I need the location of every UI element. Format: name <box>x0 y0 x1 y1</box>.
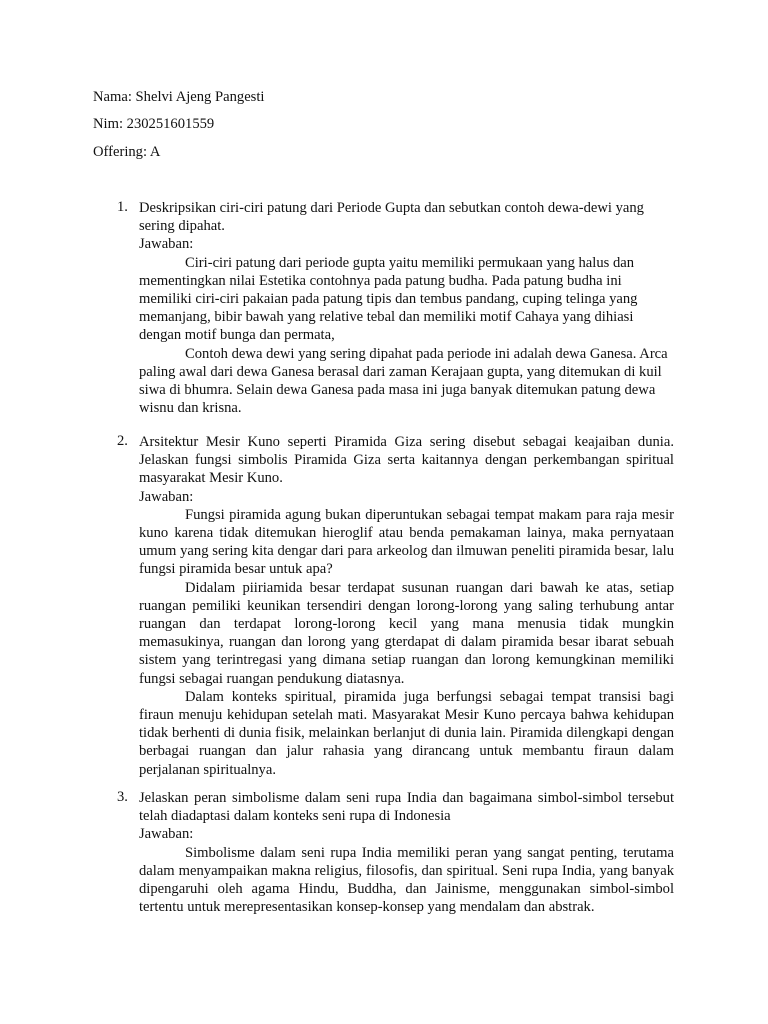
answer-label: Jawaban: <box>139 236 194 253</box>
answer-paragraph: Ciri-ciri patung dari periode gupta yaitu memiliki permukaan yang halus dan mementingkan nilai Estetika contohnya pada patung budha. Pada patung budha ini memiliki ciri-ciri pakaian pada patung tipis dan tembus pandang, cuping telinga yang memanjang, bibir bawah yang relative tebal dan memiliki motif Cahaya yang dihiasi dengan motif bunga dan permata, <box>139 254 638 344</box>
question-text: Jelaskan peran simbolisme dalam seni rupa India dan bagaimana simbol-simbol tersebut telah diadaptasi dalam konteks seni rupa di Indonesia <box>139 790 674 825</box>
answer-label: Jawaban: <box>139 488 194 505</box>
question-item <box>117 789 674 916</box>
answer-paragraph: Fungsi piramida agung bukan diperuntukan sebagai tempat makam para raja mesir kuno karena tidak ditemukan hieroglif atau benda pemakaman lainya, maka pernyataan umum yang sering kita dengar dari para arkeolog dan ilmuwan peneliti piramida besar, lalu fungsi piramida besar untuk apa? <box>139 506 674 578</box>
answer-paragraph: Contoh dewa dewi yang sering dipahat pada periode ini adalah dewa Ganesa. Arca paling awal dari dewa Ganesa berasal dari zaman Kerajaan gupta, yang ditemukan di kuil siwa di bhumra. Selain dewa Ganesa pada masa ini juga banyak ditemukan patung dewa wisnu dan krisna. <box>139 345 668 417</box>
question-number: 1. <box>117 199 128 215</box>
question-number: 2. <box>117 433 128 449</box>
student-nim: Nim: 230251601559 <box>93 116 215 132</box>
answer-paragraph: Simbolisme dalam seni rupa India memiliki peran yang sangat penting, terutama dalam menyampaikan makna religius, filosofis, dan spiritual. Seni rupa India, yang banyak dipengaruhi oleh agama Hindu, Buddha, dan Jainisme, menggunakan simbol-simbol tertentu untuk merepresentasikan konsep-konsep yang mendalam dan abstrak. <box>139 844 674 916</box>
offering-class: Offering: A <box>93 144 161 160</box>
answer-paragraph: Dalam konteks spiritual, piramida juga berfungsi sebagai tempat transisi bagi firaun menuju kehidupan setelah mati. Masyarakat Mesir Kuno percaya bahwa kehidupan tidak berhenti di dunia fisik, melainkan berlanjut di dunia lain. Piramida dilengkapi dengan berbagai ruangan dan jalur rahasia yang dirancang untuk membantu firaun dalam perjalanan spiritualnya. <box>139 688 674 778</box>
question-item <box>117 433 674 779</box>
answer-paragraph: Didalam piiriamida besar terdapat susunan ruangan dari bawah ke atas, setiap ruangan pemiliki keunikan tersendiri dengan lorong-lorong yang saling terhubung antar ruangan dan terdapat lorong-lorong kecil yang mana menusia tidak mungkin memasukinya, ruangan dan lorong yang gterdapat di dalam piramida besar ibarat sebuah sistem yang terintregasi yang dimana setiap ruangan dan lorong kemungkinan memiliki fungsi sebagai ruangan pendukung diatasnya. <box>139 579 674 687</box>
question-text: Deskripsikan ciri-ciri patung dari Periode Gupta dan sebutkan contoh dewa-dewi yang sering dipahat. <box>139 200 644 235</box>
question-item <box>117 199 674 417</box>
answer-label: Jawaban: <box>139 826 194 843</box>
question-number: 3. <box>117 789 128 805</box>
student-name: Nama: Shelvi Ajeng Pangesti <box>93 89 265 105</box>
question-text: Arsitektur Mesir Kuno seperti Piramida Giza sering disebut sebagai keajaiban dunia. Jelaskan fungsi simbolis Piramida Giza serta kaitannya dengan perkembangan spiritual masyarakat Mesir Kuno. <box>139 434 674 487</box>
